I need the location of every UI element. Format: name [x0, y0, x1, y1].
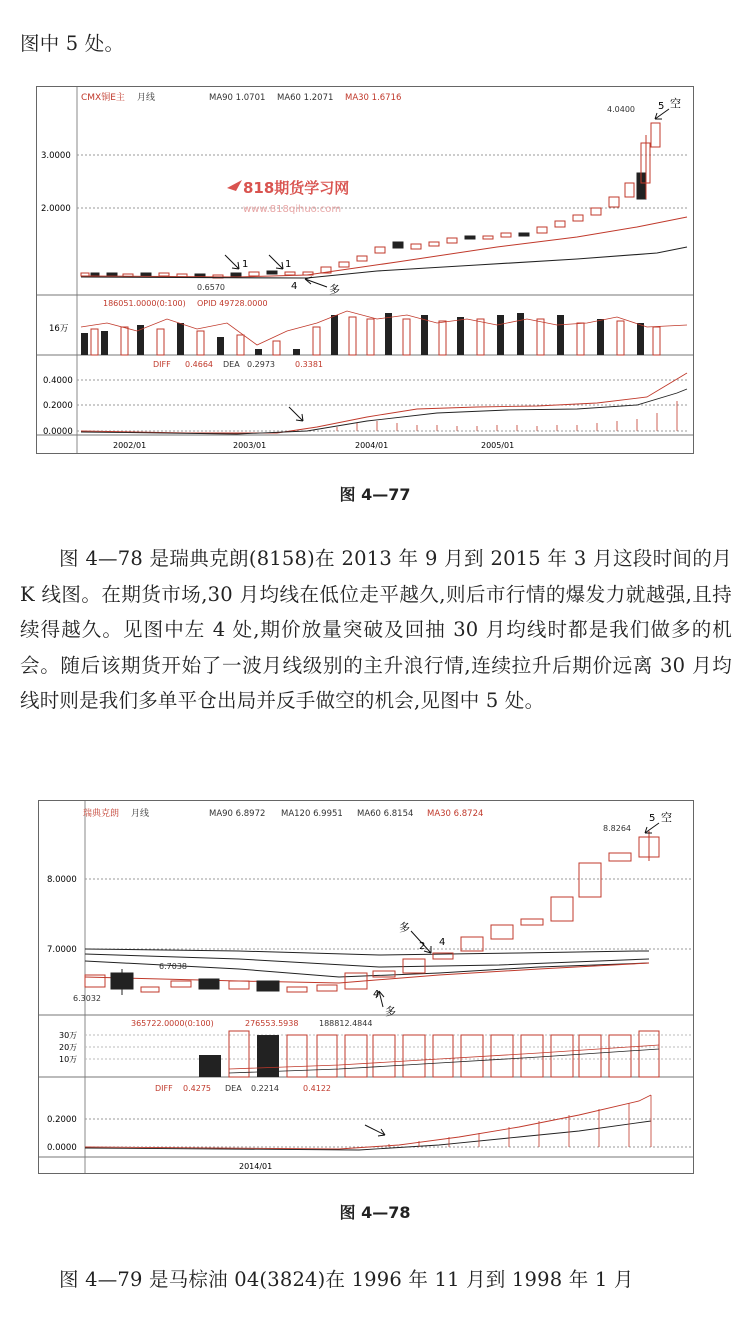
fig77-ytick: 3.0000: [41, 151, 71, 161]
fig77-dea-line: [81, 389, 687, 434]
fig77-opid-label: OPID 49728.0000: [197, 299, 268, 308]
watermark-url: www.818qihuo.com: [243, 204, 342, 215]
fig77-diff-value: 0.4664: [185, 360, 213, 369]
fig77-annot-1a: 1: [242, 259, 249, 270]
fig77-low-label: 0.6570: [197, 283, 225, 292]
fig77-dea-label: DEA: [223, 360, 240, 369]
fig78-macd-ytick: 0.0000: [47, 1143, 77, 1153]
bottom-text: 图 4—79 是马棕油 04(3824)在 1996 年 11 月到 1998 年 1 月: [59, 1268, 634, 1291]
fig77-macd-ytick: 0.4000: [43, 376, 73, 386]
fig77-volume-label: 186051.0000(0:100): [103, 299, 186, 308]
fig77-dea-value: 0.2973: [247, 360, 275, 369]
fig77-annot-4: 4: [291, 281, 298, 292]
fig77-macd-ytick: 0.2000: [43, 401, 73, 411]
fig77-caption: 图 4—77: [339, 485, 411, 504]
fig77-macd-value: 0.3381: [295, 360, 323, 369]
fig78-macd-ytick: 0.2000: [47, 1115, 77, 1125]
fig78-macd-value: 0.4122: [303, 1084, 331, 1093]
fig77-candles: [81, 123, 660, 278]
arrow-icon: [645, 823, 659, 833]
fig78-annot-duo-top: 多: [399, 921, 410, 934]
watermark-brand: 818期货学习网: [243, 179, 350, 197]
arrow-icon: [365, 1125, 385, 1136]
fig77-xtick: 2003/01: [233, 441, 267, 450]
fig78-volume-label: 365722.0000(0:100): [131, 1019, 214, 1028]
fig78-xtick: 2014/01: [239, 1162, 273, 1171]
fig77-opid-line: [81, 311, 687, 345]
fig78-diff-value: 0.4275: [183, 1084, 211, 1093]
body-paragraph: 图 4—78 是瑞典克朗(8158)在 2013 年 9 月到 2015 年 3 月这段时间的月 K 线图。在期货市场,30 月均线在低位走平越久,则后市行情的爆发力就越强,且持续得越久。见图中左 4 处,期价放量突破及回抽 30 月均线时都是我们做多的机会。随后该期货开始了一波月线级别的主升浪行情,连续拉升后期价远离 30 月均线时则是我们多单平仓出局并反手做空的机会,见图中 5 处。: [20, 547, 732, 712]
fig78-dea-label: DEA: [225, 1084, 242, 1093]
fig78-annot-5: 5: [649, 813, 656, 824]
fig78-annot-4: 4: [439, 937, 446, 948]
fig77-period: 月线: [137, 93, 156, 103]
fig78-ma60: MA60 6.8154: [357, 809, 414, 819]
fig78-low-label: 6.3032: [73, 994, 101, 1003]
fig78-mid-label: 6.7038: [159, 962, 187, 971]
fig78-dea-value: 0.2214: [251, 1084, 279, 1093]
fig77-xtick: 2002/01: [113, 441, 147, 450]
fig78-period: 月线: [131, 809, 150, 819]
fig78-annot-kong: 空: [661, 811, 672, 824]
fig78-ma30: MA30 6.8724: [427, 809, 484, 819]
fig77-annot-1b: 1: [285, 259, 292, 270]
fig77-volume-ytick: 16万: [49, 324, 69, 334]
fig77-ma30: MA30 1.6716: [345, 93, 402, 103]
fig78-macd-histogram: [389, 1095, 651, 1147]
fig78-volume-v3: 188812.4844: [319, 1019, 373, 1028]
fig77-annot-5: 5: [658, 101, 665, 112]
fig78-annot-4b: 4: [373, 989, 380, 1000]
fig77-xtick: 2005/01: [481, 441, 515, 450]
top-text: 图中 5 处。: [20, 32, 125, 55]
arrow-icon: [225, 255, 239, 269]
fig78-ma120: MA120 6.9951: [281, 809, 343, 819]
fig77-xtick: 2004/01: [355, 441, 389, 450]
fig78-volume-ytick: 30万: [59, 1031, 78, 1040]
fig78-volume-line-2: [229, 1049, 659, 1073]
arrow-icon: [269, 255, 283, 269]
fig78-symbol: 瑞典克朗: [83, 809, 120, 819]
arrow-icon: [305, 277, 327, 287]
fig77-ma60-line: [81, 247, 687, 278]
fig78-annot-duo-bottom: 多: [385, 1005, 396, 1018]
fig77-symbol: CMX铜E主: [81, 93, 125, 103]
fig78-ma90: MA90 6.8972: [209, 809, 266, 819]
fig77-diff-line: [81, 373, 687, 433]
fig78-diff-label: DIFF: [155, 1084, 173, 1093]
fig77-ytick: 2.0000: [41, 204, 71, 214]
fig77-diff-label: DIFF: [153, 360, 171, 369]
fig78-ma120-line: [85, 949, 649, 955]
fig77-high-label: 4.0400: [607, 105, 635, 114]
fig78-volume-ytick: 20万: [59, 1043, 78, 1052]
fig77-ma60: MA60 1.2071: [277, 93, 334, 103]
fig77-annot-duo: 多: [329, 283, 340, 296]
fig78-volume-line-1: [229, 1045, 659, 1069]
fig78-ytick: 8.0000: [47, 875, 77, 885]
fig78-high-label: 8.8264: [603, 824, 631, 833]
fig78-ytick: 7.0000: [47, 945, 77, 955]
fig78-annot-2: 2: [419, 941, 426, 952]
figure-4-77-chart: [36, 86, 694, 454]
watermark-logo-icon: [227, 180, 242, 191]
arrow-icon: [289, 407, 303, 421]
fig78-volume-v2: 276553.5938: [245, 1019, 299, 1028]
figure-4-78-chart: [38, 800, 694, 1174]
fig78-diff-line: [85, 1095, 651, 1149]
fig77-ma90: MA90 1.0701: [209, 93, 266, 103]
fig77-macd-ytick: 0.0000: [43, 427, 73, 437]
fig78-dea-line: [85, 1121, 651, 1150]
fig78-volume-ytick: 10万: [59, 1055, 78, 1064]
fig77-annot-kong: 空: [670, 97, 681, 110]
fig78-caption: 图 4—78: [339, 1203, 411, 1222]
